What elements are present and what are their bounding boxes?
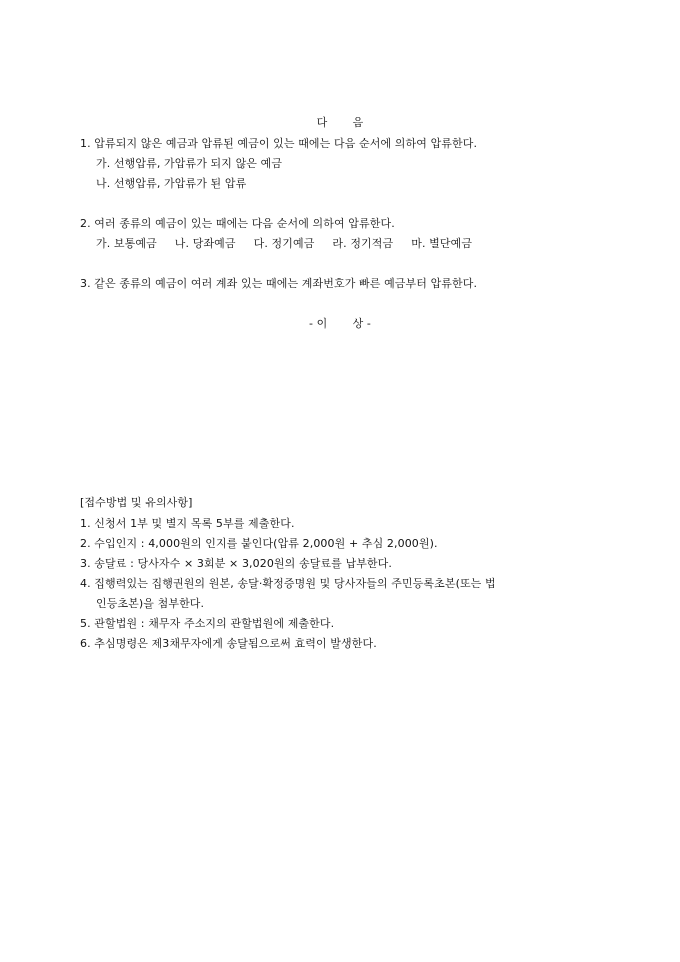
notes-title: [접수방법 및 유의사항]	[80, 496, 193, 509]
note-6: 6. 추심명령은 제3채무자에게 송달됨으로써 효력이 발생한다.	[80, 637, 377, 650]
item-3: 3. 같은 종류의 예금이 여러 계좌 있는 때에는 계좌번호가 빠른 예금부터 압류한다.	[80, 277, 478, 290]
note-2: 2. 수입인지 : 4,000원의 인지를 붙인다(압류 2,000원 + 추심 2,000원).	[80, 537, 438, 550]
note-3: 3. 송달료 : 당사자수 × 3회분 × 3,020원의 송달료를 납부한다.	[80, 557, 392, 570]
item-1-sub-b: 나. 선행압류, 가압류가 된 압류	[96, 177, 247, 190]
note-5: 5. 관할법원 : 채무자 주소지의 관할법원에 제출한다.	[80, 617, 335, 630]
item-1: 1. 압류되지 않은 예금과 압류된 예금이 있는 때에는 다음 순서에 의하여 압류한다.	[80, 137, 478, 150]
note-4: 4. 집행력있는 집행권원의 원본, 송달·확정증명원 및 당사자들의 주민등록초본(또는 법	[80, 577, 496, 590]
item-2: 2. 여러 종류의 예금이 있는 때에는 다음 순서에 의하여 압류한다.	[80, 217, 395, 230]
heading: 다 음	[316, 116, 364, 129]
note-1: 1. 신청서 1부 및 별지 목록 5부를 제출한다.	[80, 517, 295, 530]
closing: - 이 상 -	[309, 317, 371, 330]
item-1-sub-a: 가. 선행압류, 가압류가 되지 않은 예금	[96, 157, 283, 170]
note-4-cont: 인등초본)을 첨부한다.	[96, 597, 205, 610]
item-2-sub-list: 가. 보통예금 나. 당좌예금 다. 정기예금 라. 정기적금 마. 별단예금	[96, 237, 473, 250]
